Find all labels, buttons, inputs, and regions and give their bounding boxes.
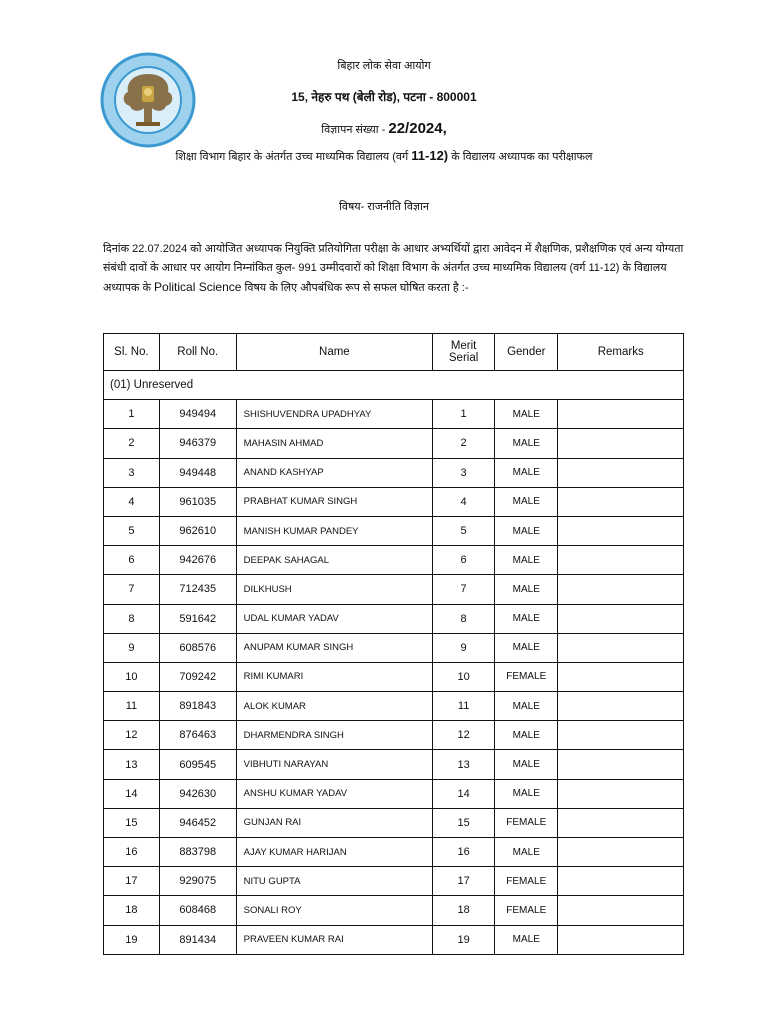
merit-serial-cell: 8 — [433, 604, 495, 633]
intro-paragraph — [103, 240, 693, 298]
col-name: Name — [236, 334, 432, 371]
remarks-cell — [558, 633, 684, 662]
merit-serial-cell: 17 — [433, 867, 495, 896]
table-row — [104, 838, 684, 867]
merit-serial-cell: 5 — [433, 516, 495, 545]
merit-serial-cell: 12 — [433, 721, 495, 750]
remarks-cell — [558, 487, 684, 516]
category-row — [104, 371, 684, 400]
roll-no-cell: 609545 — [159, 750, 236, 779]
table-row — [104, 662, 684, 691]
col-merit-line1: Merit — [450, 340, 477, 352]
table-row — [104, 721, 684, 750]
sl-no-cell: 14 — [104, 779, 160, 808]
sl-no-cell: 16 — [104, 838, 160, 867]
roll-no-cell: 946452 — [159, 808, 236, 837]
gender-cell: MALE — [495, 779, 558, 808]
remarks-cell — [558, 779, 684, 808]
roll-no-cell: 876463 — [159, 721, 236, 750]
merit-serial-cell: 14 — [433, 779, 495, 808]
gender-cell: FEMALE — [495, 662, 558, 691]
roll-no-cell: 942676 — [159, 546, 236, 575]
sl-no-cell: 17 — [104, 867, 160, 896]
table-row — [104, 546, 684, 575]
merit-serial-cell: 7 — [433, 575, 495, 604]
gender-cell: MALE — [495, 925, 558, 954]
table-row — [104, 400, 684, 429]
remarks-cell — [558, 400, 684, 429]
table-row — [104, 867, 684, 896]
subtitle-post: के विद्यालय अध्यापक का परीक्षाफल — [451, 151, 593, 163]
name-cell: UDAL KUMAR YADAV — [236, 604, 432, 633]
result-table-body — [104, 371, 684, 955]
name-cell: AJAY KUMAR HARIJAN — [236, 838, 432, 867]
merit-serial-cell: 9 — [433, 633, 495, 662]
header-row — [104, 334, 684, 371]
col-roll-no: Roll No. — [159, 334, 236, 371]
roll-no-cell: 608576 — [159, 633, 236, 662]
table-row — [104, 633, 684, 662]
name-cell: DILKHUSH — [236, 575, 432, 604]
org-name: बिहार लोक सेवा आयोग — [337, 60, 431, 72]
merit-serial-cell: 4 — [433, 487, 495, 516]
col-merit-serial — [433, 334, 495, 371]
name-cell: PRABHAT KUMAR SINGH — [236, 487, 432, 516]
sl-no-cell: 6 — [104, 546, 160, 575]
remarks-cell — [558, 429, 684, 458]
sl-no-cell: 7 — [104, 575, 160, 604]
remarks-cell — [558, 896, 684, 925]
roll-no-cell: 891843 — [159, 692, 236, 721]
gender-cell: MALE — [495, 429, 558, 458]
roll-no-cell: 942630 — [159, 779, 236, 808]
name-cell: VIBHUTI NARAYAN — [236, 750, 432, 779]
table-row — [104, 750, 684, 779]
merit-serial-cell: 16 — [433, 838, 495, 867]
gender-cell: MALE — [495, 458, 558, 487]
name-cell: DEEPAK SAHAGAL — [236, 546, 432, 575]
col-merit-line2: Serial — [448, 352, 479, 364]
subtitle-pre: शिक्षा विभाग बिहार के अंतर्गत उच्च माध्यमिक विद्यालय (वर्ग — [175, 151, 409, 163]
sl-no-cell: 8 — [104, 604, 160, 633]
sl-no-cell: 18 — [104, 896, 160, 925]
gender-cell: MALE — [495, 692, 558, 721]
remarks-cell — [558, 925, 684, 954]
roll-no-cell: 712435 — [159, 575, 236, 604]
table-row — [104, 516, 684, 545]
remarks-cell — [558, 458, 684, 487]
remarks-cell — [558, 692, 684, 721]
merit-serial-cell: 3 — [433, 458, 495, 487]
roll-no-cell: 949494 — [159, 400, 236, 429]
remarks-cell — [558, 867, 684, 896]
table-row — [104, 429, 684, 458]
name-cell: PRAVEEN KUMAR RAI — [236, 925, 432, 954]
merit-serial-cell: 18 — [433, 896, 495, 925]
subtitle-class: 11-12) — [411, 148, 449, 163]
remarks-cell — [558, 838, 684, 867]
table-row — [104, 779, 684, 808]
table-row — [104, 458, 684, 487]
sl-no-cell: 11 — [104, 692, 160, 721]
gender-cell: MALE — [495, 838, 558, 867]
gender-cell: FEMALE — [495, 808, 558, 837]
table-row — [104, 808, 684, 837]
name-cell: SONALI ROY — [236, 896, 432, 925]
name-cell: ANAND KASHYAP — [236, 458, 432, 487]
subject-line: विषय- राजनीति विज्ञान — [338, 201, 430, 213]
gender-cell: FEMALE — [495, 896, 558, 925]
roll-no-cell: 929075 — [159, 867, 236, 896]
merit-serial-cell: 19 — [433, 925, 495, 954]
gender-cell: MALE — [495, 604, 558, 633]
name-cell: MANISH KUMAR PANDEY — [236, 516, 432, 545]
gender-cell: MALE — [495, 546, 558, 575]
name-cell: RIMI KUMARI — [236, 662, 432, 691]
name-cell: ALOK KUMAR — [236, 692, 432, 721]
intro-subject-english: Political Science — [154, 280, 242, 294]
table-row — [104, 575, 684, 604]
roll-no-cell: 962610 — [159, 516, 236, 545]
name-cell: ANSHU KUMAR YADAV — [236, 779, 432, 808]
remarks-cell — [558, 546, 684, 575]
result-subtitle — [0, 148, 768, 164]
roll-no-cell: 949448 — [159, 458, 236, 487]
advertisement-label: विज्ञापन संख्या - — [321, 124, 386, 136]
result-table-header — [104, 334, 684, 371]
roll-no-cell: 591642 — [159, 604, 236, 633]
table-row — [104, 487, 684, 516]
sl-no-cell: 19 — [104, 925, 160, 954]
table-row — [104, 925, 684, 954]
table-row — [104, 692, 684, 721]
sl-no-cell: 5 — [104, 516, 160, 545]
gender-cell: MALE — [495, 633, 558, 662]
gender-cell: MALE — [495, 575, 558, 604]
advertisement-line — [0, 120, 768, 137]
merit-serial-cell: 13 — [433, 750, 495, 779]
remarks-cell — [558, 662, 684, 691]
name-cell: MAHASIN AHMAD — [236, 429, 432, 458]
roll-no-cell: 891434 — [159, 925, 236, 954]
merit-serial-cell: 6 — [433, 546, 495, 575]
remarks-cell — [558, 604, 684, 633]
sl-no-cell: 1 — [104, 400, 160, 429]
table-row — [104, 604, 684, 633]
gender-cell: MALE — [495, 400, 558, 429]
name-cell: ANUPAM KUMAR SINGH — [236, 633, 432, 662]
category-label: (01) Unreserved — [104, 371, 684, 400]
sl-no-cell: 15 — [104, 808, 160, 837]
roll-no-cell: 883798 — [159, 838, 236, 867]
sl-no-cell: 9 — [104, 633, 160, 662]
gender-cell: MALE — [495, 516, 558, 545]
name-cell: GUNJAN RAI — [236, 808, 432, 837]
col-remarks: Remarks — [558, 334, 684, 371]
table-row — [104, 896, 684, 925]
sl-no-cell: 12 — [104, 721, 160, 750]
org-address: 15, नेहरु पथ (बेली रोड), पटना - 800001 — [291, 90, 477, 104]
gender-cell: MALE — [495, 721, 558, 750]
intro-text-part1: दिनांक 22.07.2024 को आयोजित अध्यापक नियुक्ति प्रतियोगिता परीक्षा के आधार अभ्यर्थियों द्वारा आवेदन में शैक्षणिक, प्रशैक्षणिक एवं अन्य योग्यता संबंधी दावों के आधार पर आयोग निम्नांकित कुल- 991 उम्मीदवारों को शिक्षा विभाग के अंतर्गत उच्च माध्यमिक विद्यालय (वर्ग 11-12) के विद्यालय अध्यापक के — [103, 243, 684, 294]
remarks-cell — [558, 516, 684, 545]
roll-no-cell: 946379 — [159, 429, 236, 458]
gender-cell: FEMALE — [495, 867, 558, 896]
sl-no-cell: 10 — [104, 662, 160, 691]
name-cell: DHARMENDRA SINGH — [236, 721, 432, 750]
sl-no-cell: 4 — [104, 487, 160, 516]
remarks-cell — [558, 721, 684, 750]
col-sl-no: Sl. No. — [104, 334, 160, 371]
name-cell: NITU GUPTA — [236, 867, 432, 896]
remarks-cell — [558, 575, 684, 604]
roll-no-cell: 709242 — [159, 662, 236, 691]
col-gender: Gender — [495, 334, 558, 371]
gender-cell: MALE — [495, 487, 558, 516]
merit-serial-cell: 11 — [433, 692, 495, 721]
merit-serial-cell: 10 — [433, 662, 495, 691]
remarks-cell — [558, 750, 684, 779]
remarks-cell — [558, 808, 684, 837]
sl-no-cell: 3 — [104, 458, 160, 487]
merit-serial-cell: 1 — [433, 400, 495, 429]
roll-no-cell: 608468 — [159, 896, 236, 925]
gender-cell: MALE — [495, 750, 558, 779]
intro-text-part2: विषय के लिए औपबंधिक रूप से सफल घोषित करता है :- — [244, 282, 469, 294]
name-cell: SHISHUVENDRA UPADHYAY — [236, 400, 432, 429]
roll-no-cell: 961035 — [159, 487, 236, 516]
sl-no-cell: 13 — [104, 750, 160, 779]
result-table — [103, 333, 684, 955]
advertisement-number: 22/2024, — [388, 120, 447, 137]
merit-serial-cell: 2 — [433, 429, 495, 458]
merit-serial-cell: 15 — [433, 808, 495, 837]
sl-no-cell: 2 — [104, 429, 160, 458]
